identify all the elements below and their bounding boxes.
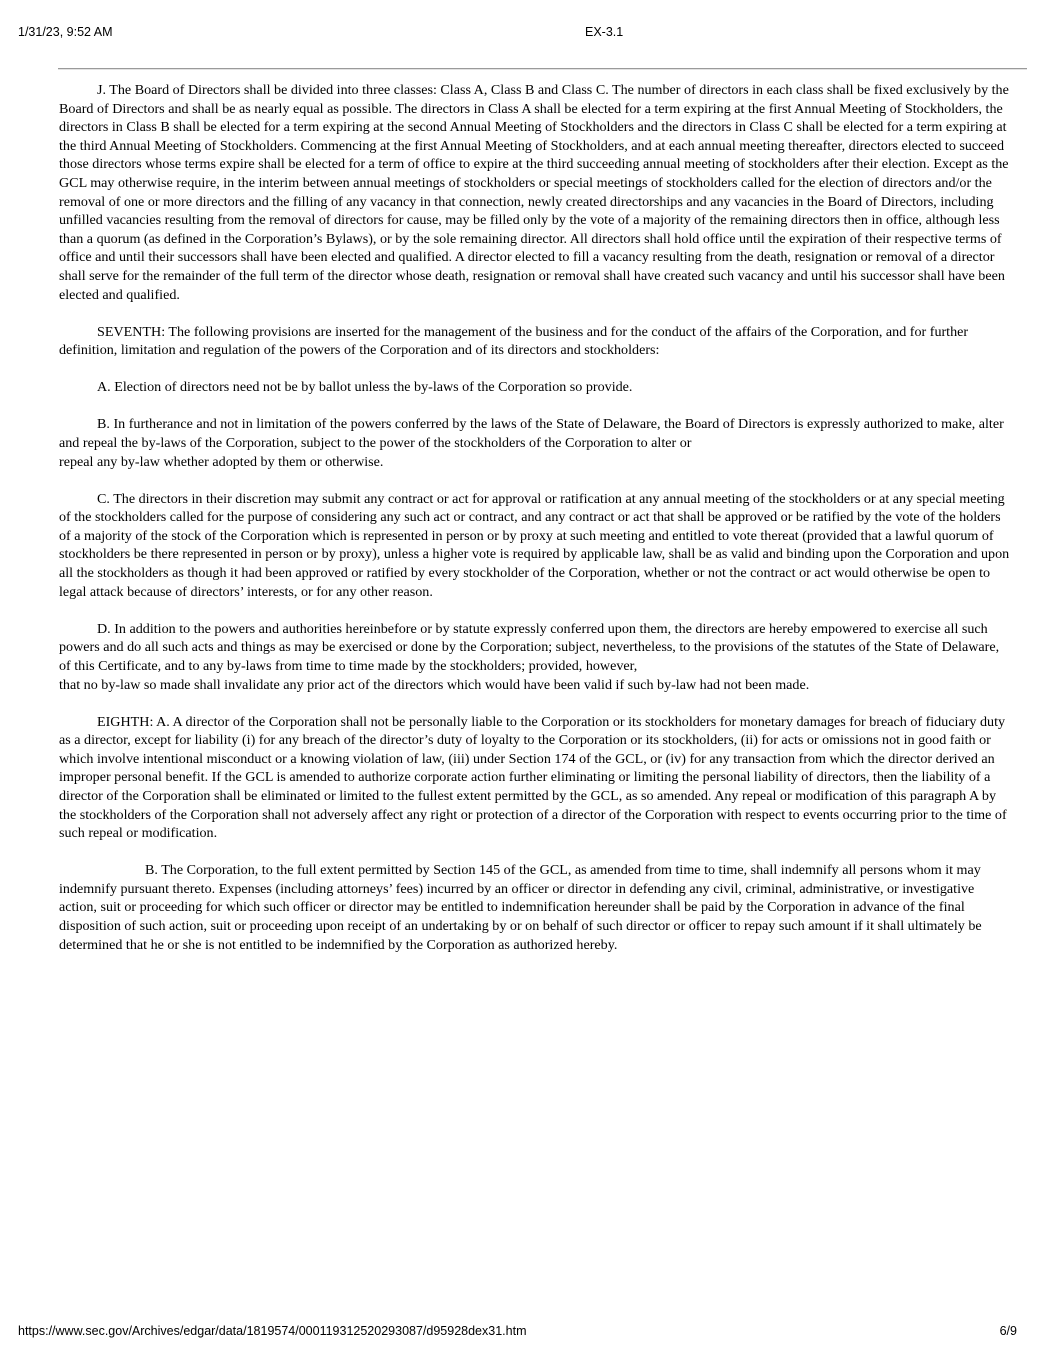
paragraph-seventh-d-line2: that no by-law so made shall invalidate any prior act of the directors which would have been valid if such by-law had not been made. — [59, 676, 810, 693]
paragraph-eighth-b: B. The Corporation, to the full extent permitted by Section 145 of the GCL, as amended from time to time, shall indemnify all persons whom it may indemnify pursuant thereto. Expenses (including attorneys’ fees) incurred by an officer or director in defending any civil, criminal, administrative, or investigative action, suit or proceeding for which such officer or director may be entitled to indemnification hereunder shall be paid by the Corporation in advance of the final disposition of such action, suit or proceeding upon receipt of an undertaking by or on behalf of such director or officer to repay such amount if it shall ultimately be determined that he or she is not entitled to be indemnified by the Corporation as authorized hereby. — [59, 862, 982, 953]
horizontal-rule — [58, 68, 1027, 70]
paragraph-seventh: SEVENTH: The following provisions are inserted for the management of the business and for the conduct of the affairs of the Corporation, and for further definition, limitation and regulation of the powers of the Corporation and of its directors and stockholders: — [59, 323, 969, 359]
page-indicator: 6/9 — [999, 1324, 1017, 1338]
paragraph-seventh-c: C. The directors in their discretion may submit any contract or act for approval or ratification at any annual meeting of the stockholders or at any special meeting of the stockholders called for the purpose of considering any such act or contract, and any contract or act that shall be approved or be ratified by the vote of the holders of a majority of the stock of the Corporation which is represented in person or by proxy at such meeting and entitled to vote thereat (provided that a lawful quorum of stockholders be there represented in person or by proxy), unless a higher vote is required by applicable law, shall be as valid and binding upon the Corporation and upon all the stockholders as though it had been approved or ratified by every stockholder of the Corporation, whether or not the contract or act would otherwise be open to legal attack because of directors’ interests, or for any other reason. — [59, 490, 1010, 600]
document-title: EX-3.1 — [585, 25, 624, 39]
print-datetime: 1/31/23, 9:52 AM — [18, 25, 113, 39]
paragraph-seventh-d-line1: D. In addition to the powers and authorities hereinbefore or by statute expressly conferred upon them, the directors are hereby empowered to exercise all such powers and do all such acts and things as may be exercised or done by the Corporation; subject, nevertheless, to the provisions of the statutes of the State of Delaware, of this Certificate, and to any by-laws from time to time made by the stockholders; provided, however, — [59, 620, 1000, 674]
paragraph-seventh-d — [59, 620, 1010, 694]
document-body — [59, 81, 1010, 973]
paragraph-eighth-a: EIGHTH: A. A director of the Corporation shall not be personally liable to the Corporation or its stockholders for monetary damages for breach of fiduciary duty as a director, except for liability (i) for any breach of the director’s duty of loyalty to the Corporation or its stockholders, (ii) for acts or omissions not in good faith or which involve intentional misconduct or a knowing violation of law, (iii) under Section 174 of the GCL, or (iv) for any transaction from which the director derived an improper personal benefit. If the GCL is amended to authorize corporate action further eliminating or limiting the personal liability of directors, then the liability of a director of the Corporation shall be eliminated or limited to the fullest extent permitted by the GCL, as so amended. Any repeal or modification of this paragraph A by the stockholders of the Corporation shall not adversely affect any right or protection of a director of the Corporation with respect to events occurring prior to the time of such repeal or modification. — [59, 713, 1007, 842]
print-footer — [18, 1324, 1017, 1342]
paragraph-seventh-a: A. Election of directors need not be by ballot unless the by-laws of the Corporation so provide. — [97, 379, 633, 396]
paragraph-seventh-b-line1: B. In furtherance and not in limitation of the powers conferred by the laws of the State of Delaware, the Board of Directors is expressly authorized to make, alter and repeal the by-laws of the Corporation, subject to the power of the stockholders of the Corporation to alter or — [59, 416, 1004, 451]
paragraph-j-board-classes: J. The Board of Directors shall be divided into three classes: Class A, Class B and Class C. The number of directors in each class shall be fixed exclusively by the Board of Directors and shall be as nearly equal as possible. The directors in Class A shall be elected for a term expiring at the first Annual Meeting of Stockholders, the directors in Class B shall be elected for a term expiring at the second Annual Meeting of Stockholders and the directors in Class C shall be elected for a term expiring at the third Annual Meeting of Stockholders. Commencing at the first Annual Meeting of Stockholders, and at each annual meeting thereafter, directors elected to succeed those directors whose terms expire shall be elected for a term of office to expire at the third succeeding annual meeting of stockholders after their election. Except as the GCL may otherwise require, in the interim between annual meetings of stockholders or special meetings of stockholders called for the election of directors and/or the removal of one or more directors and the filling of any vacancy in that connection, newly created directorships and any vacancies in the Board of Directors, including unfilled vacancies resulting from the removal of directors for cause, may be filled only by the vote of a majority of the remaining directors then in office, although less than a quorum (as defined in the Corporation’s Bylaws), or by the sole remaining director. All directors shall hold office until the expiration of their respective terms of office and until their successors shall have been elected and qualified. A director elected to fill a vacancy resulting from the death, resignation or removal of a director shall serve for the remainder of the full term of the director whose death, resignation or removal shall have created such vacancy and until his successor shall have been elected and qualified. — [59, 82, 1009, 303]
source-url: https://www.sec.gov/Archives/edgar/data/1819574/000119312520293087/d95928dex31.htm — [18, 1324, 527, 1338]
paragraph-seventh-b-line2: repeal any by-law whether adopted by them or otherwise. — [59, 453, 384, 470]
print-header — [18, 25, 1017, 43]
paragraph-seventh-b — [59, 415, 1010, 471]
